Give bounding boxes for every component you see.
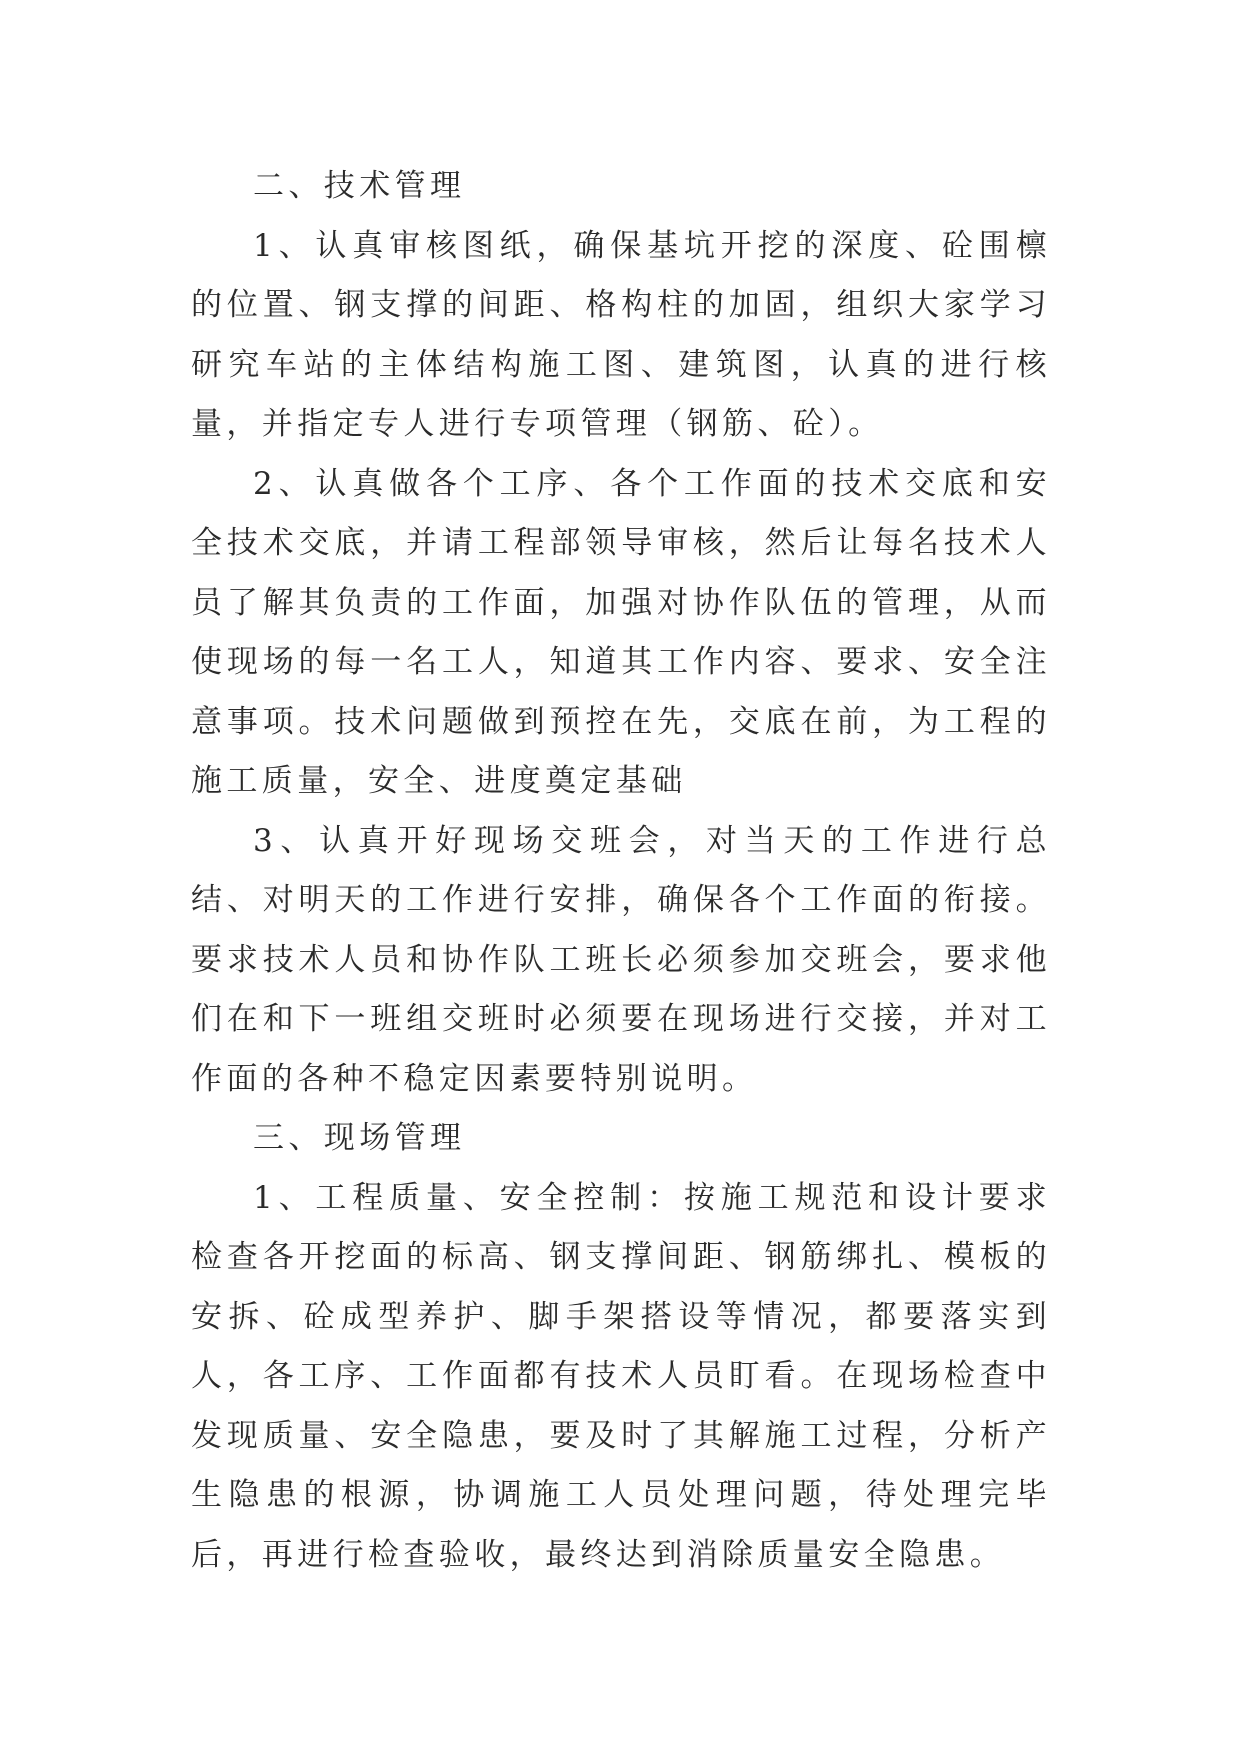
paragraph-technical-3: 3、认真开好现场交班会，对当天的工作进行总结、对明天的工作进行安排，确保各个工作面的衔接。要求技术人员和协作队工班长必须参加交班会，要求他们在和下一班组交班时必须要在现场进行交接，并对工作面的各种不稳定因素要特别说明。 [191,822,1051,1097]
paragraph-technical-1: 1、认真审核图纸，确保基坑开挖的深度、砼围檩的位置、钢支撑的间距、格构柱的加固，组织大家学习研究车站的主体结构施工图、建筑图，认真的进行核量，并指定专人进行专项管理（钢筋、砼）。 [191,227,1051,442]
paragraph-technical-2: 2、认真做各个工序、各个工作面的技术交底和安全技术交底，并请工程部领导审核，然后让每名技术人员了解其负责的工作面，加强对协作队伍的管理，从而使现场的每一名工人，知道其工作内容、要求、安全注意事项。技术问题做到预控在先，交底在前，为工程的施工质量，安全、进度奠定基础 [191,465,1051,799]
document-body [191,157,1051,1585]
section-heading-site-management: 三、现场管理 [253,1120,466,1156]
section-heading-technical-management: 二、技术管理 [253,168,466,204]
paragraph-site-1: 1、工程质量、安全控制：按施工规范和设计要求检查各开挖面的标高、钢支撑间距、钢筋绑扎、模板的安拆、砼成型养护、脚手架搭设等情况，都要落实到人，各工序、工作面都有技术人员盯看。在现场检查中发现质量、安全隐患，要及时了其解施工过程，分析产生隐患的根源，协调施工人员处理问题，待处理完毕后，再进行检查验收，最终达到消除质量安全隐患。 [191,1179,1051,1573]
